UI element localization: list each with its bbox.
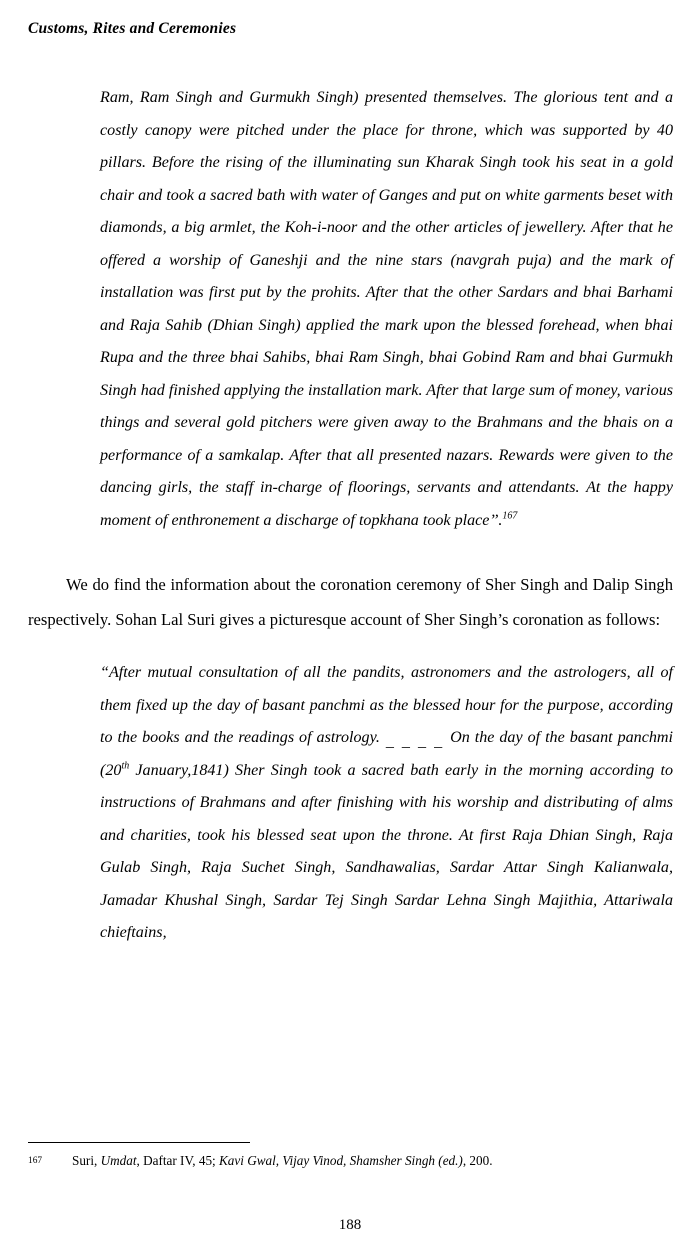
blockquote-first: [100, 82, 673, 537]
blockquote-second-text: [100, 657, 673, 950]
page-number: 188: [338, 1217, 362, 1233]
footnote-segment: Kavi Gwal, Vijay Vinod, Shamsher Singh (ed.): [219, 1153, 463, 1168]
footnote-number: 167: [28, 1156, 43, 1166]
blockquote-first-text: [100, 82, 673, 537]
footnote-segment: , Daftar IV, 45;: [136, 1153, 220, 1168]
running-head: Customs, Rites and Ceremonies: [28, 20, 237, 37]
footnote-segment: Suri,: [72, 1153, 101, 1168]
blockquote-second-part-three: January,1841) Sher Singh took a sacred bath early in the morning according to instructions of Brahmans and after finishing with his worship and distributing of alms and charities, took his blessed seat upon the throne. At first Raja Dhian Singh, Raja Gulab Singh, Raja Suchet Singh, Sandhawalias, Sardar Attar Singh Kalianwala, Jamadar Khushal Singh, Sardar Tej Singh Sardar Lehna Singh Majithia, Attariwala chieftains,: [100, 761, 673, 941]
footnote-text: [72, 1152, 673, 1170]
page-content: [28, 82, 673, 950]
body-paragraph: We do find the information about the coronation ceremony of Sher Singh and Dalip Singh respectively. Sohan Lal Suri gives a picturesque account of Sher Singh’s coronation as follows:: [28, 575, 673, 629]
ordinal-suffix: th: [121, 760, 130, 772]
footnote-area: [28, 1142, 673, 1170]
blockquote-second-part-two: On the day of the basant panchmi (20: [100, 729, 673, 779]
spacer: [28, 537, 673, 567]
blockquote-second-part-one: “After mutual consultation of all the pandits, astronomers and the astrologers, all of them fixed up the day of basant panchmi as the blessed hour for the purpose, according to the books and the readings of astrology.: [100, 664, 673, 746]
footnote-segment: , 200.: [462, 1153, 493, 1168]
blockquote-first-body: Ram, Ram Singh and Gurmukh Singh) presented themselves. The glorious tent and a costly canopy were pitched under the place for throne, which was supported by 40 pillars. Before the rising of the illuminating sun Kharak Singh took his seat in a gold chair and took a sacred bath with water of Ganges and put on white garments beset with diamonds, a big armlet, the Koh-i-noor and the other articles of jewellery. After that he offered a worship of Ganeshji and the nine stars (navgrah puja) and the mark of installation was first put by the prohits. After that the other Sardars and bhai Barhami and Raja Sahib (Dhian Singh) applied the mark upon the blessed forehead, when bhai Rupa and the three bhai Sahibs, bhai Ram Singh, bhai Gobind Ram and bhai Gurmukh Singh had finished applying the installation mark. After that large sum of money, various things and several gold pitchers were given away to the Brahmans and the bhais on a performance of a samkalap. After that all presented nazars. Rewards were given to the dancing girls, the staff in-charge of floorings, servants and attendants. At the happy moment of enthronement a discharge of topkhana took place’’.: [100, 89, 673, 529]
blockquote-second: [100, 657, 673, 950]
footnote-entry: [28, 1152, 673, 1170]
footnote-reference-167[interactable]: 167: [502, 510, 518, 522]
omission-dashes: _ _ _ _: [385, 733, 445, 750]
footnote-separator-rule: [28, 1142, 250, 1143]
footnote-segment: Umdat: [100, 1153, 137, 1168]
spacer: [28, 637, 673, 657]
